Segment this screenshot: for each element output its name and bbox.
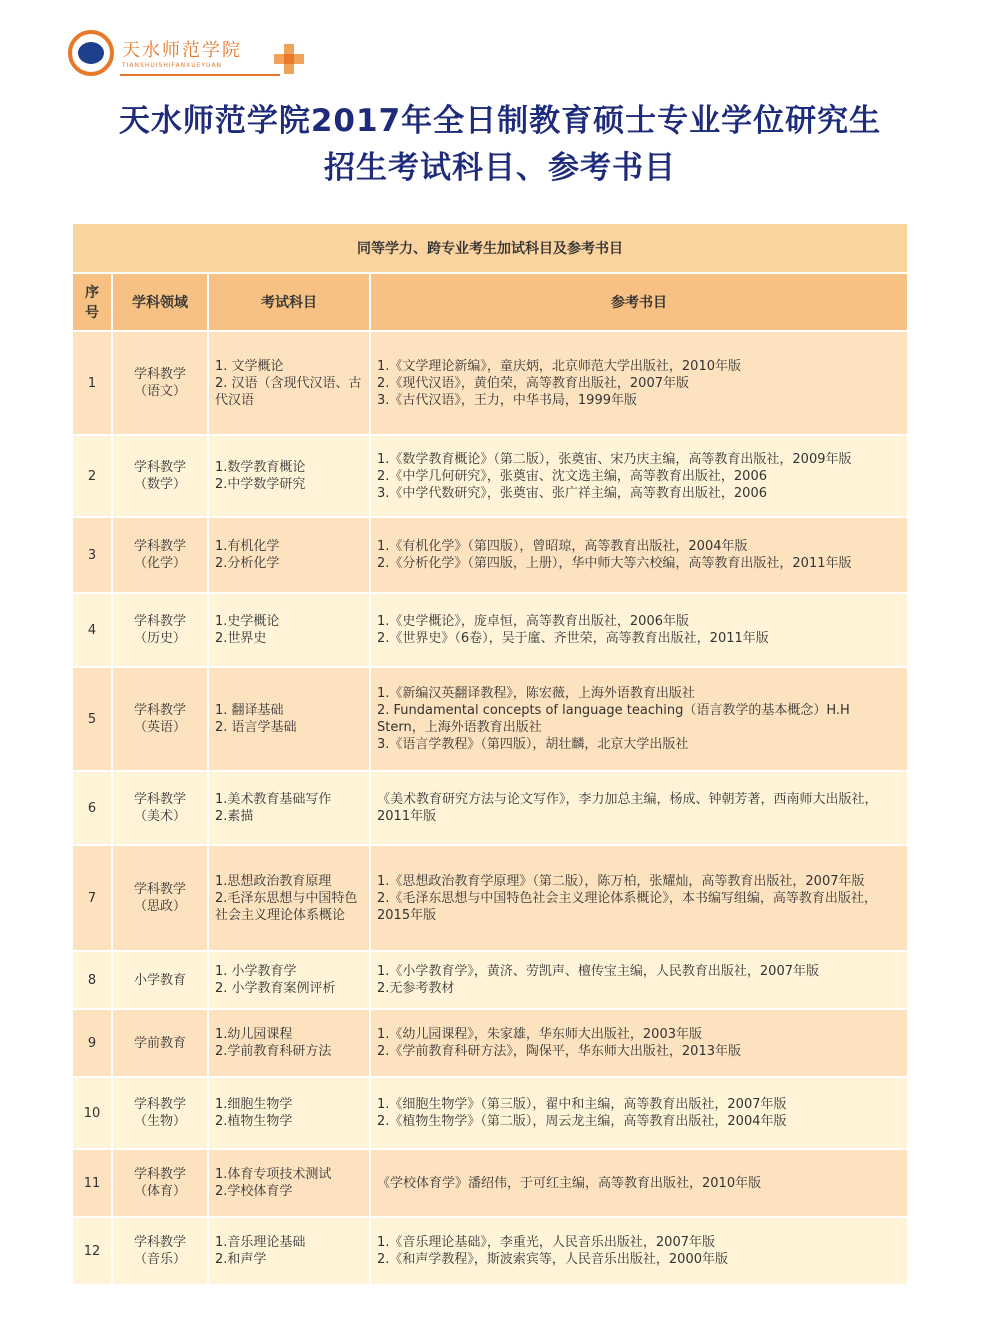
table-row (72, 771, 908, 845)
row-field: 学科教学 （音乐） (112, 1217, 208, 1285)
row-field: 学科教学 （数学） (112, 435, 208, 517)
title-line-2: 招生考试科目、参考书目 (324, 150, 676, 186)
table-row (72, 951, 908, 1009)
row-field: 小学教育 (112, 951, 208, 1009)
row-subjects: 1. 翻译基础 2. 语言学基础 (208, 667, 370, 771)
row-field: 学科教学 （美术） (112, 771, 208, 845)
table-row (72, 1077, 908, 1149)
row-number: 1 (72, 331, 112, 435)
school-logo (68, 28, 308, 82)
table-row (72, 435, 908, 517)
row-references: 《学校体育学》潘绍伟，于可红主编，高等教育出版社，2010年版 (370, 1149, 908, 1217)
row-subjects: 1. 小学教育学 2. 小学教育案例评析 (208, 951, 370, 1009)
row-field: 学科教学 （语文） (112, 331, 208, 435)
row-references: 1.《数学教育概论》（第二版），张奠宙、宋乃庆主编，高等教育出版社，2009年版 2.《中学几何研究》，张奠宙、沈文选主编，高等教育出版社，2006 3.《中学代数研究》，张奠宙、张广祥主编，高等教育出版社，2006 (370, 435, 908, 517)
table-row (72, 845, 908, 951)
row-field: 学科教学 （英语） (112, 667, 208, 771)
table-row (72, 331, 908, 435)
row-number: 5 (72, 667, 112, 771)
row-subjects: 1.幼儿园课程 2.学前教育科研方法 (208, 1009, 370, 1077)
row-field: 学科教学 （思政） (112, 845, 208, 951)
row-number: 11 (72, 1149, 112, 1217)
row-references: 1.《细胞生物学》（第三版），翟中和主编，高等教育出版社，2007年版 2.《植物生物学》（第二版），周云龙主编，高等教育出版社，2004年版 (370, 1077, 908, 1149)
page-title (0, 98, 1000, 192)
row-subjects: 1. 文学概论 2. 汉语（含现代汉语、古代汉语 (208, 331, 370, 435)
row-number: 4 (72, 593, 112, 667)
table-row (72, 667, 908, 771)
row-references: 1.《幼儿园课程》，朱家雄，华东师大出版社，2003年版 2.《学前教育科研方法》，陶保平，华东师大出版社，2013年版 (370, 1009, 908, 1077)
row-number: 8 (72, 951, 112, 1009)
row-subjects: 1.体育专项技术测试 2.学校体育学 (208, 1149, 370, 1217)
logo-name: 天水师范学院 (122, 40, 242, 61)
row-references: 1.《有机化学》（第四版），曾昭琼，高等教育出版社，2004年版 2.《分析化学》（第四版，上册），华中师大等六校编，高等教育出版社，2011年版 (370, 517, 908, 593)
logo-emblem-icon (68, 30, 114, 76)
table-row (72, 1009, 908, 1077)
table-row (72, 517, 908, 593)
row-subjects: 1.史学概论 2.世界史 (208, 593, 370, 667)
title-line-1: 天水师范学院2017年全日制教育硕士专业学位研究生 (118, 103, 882, 139)
row-references: 1.《小学教育学》，黄济、劳凯声、檀传宝主编，人民教育出版社，2007年版 2.无参考教材 (370, 951, 908, 1009)
table-row (72, 1149, 908, 1217)
row-subjects: 1.数学教育概论 2.中学数学研究 (208, 435, 370, 517)
row-references: 1.《音乐理论基础》，李重光，人民音乐出版社，2007年版 2.《和声学教程》，斯波索宾等，人民音乐出版社，2000年版 (370, 1217, 908, 1285)
row-number: 2 (72, 435, 112, 517)
row-subjects: 1.有机化学 2.分析化学 (208, 517, 370, 593)
table-row (72, 1217, 908, 1285)
row-field: 学科教学 （化学） (112, 517, 208, 593)
row-references: 1.《文学理论新编》，童庆炳，北京师范大学出版社，2010年版 2.《现代汉语》，黄伯荣，高等教育出版社，2007年版 3.《古代汉语》，王力，中华书局，1999年版 (370, 331, 908, 435)
row-number: 6 (72, 771, 112, 845)
row-field: 学科教学 （生物） (112, 1077, 208, 1149)
logo-underline (120, 74, 280, 76)
row-references: 1.《新编汉英翻译教程》，陈宏薇，上海外语教育出版社 2. Fundamental concepts of language teaching（语言教学的基本概念）H.H Stern，上海外语教育出版社 3.《语言学教程》（第四版），胡壮麟，北京大学出版社 (370, 667, 908, 771)
logo-squares-icon (274, 44, 304, 74)
row-number: 9 (72, 1009, 112, 1077)
row-field: 学前教育 (112, 1009, 208, 1077)
row-number: 7 (72, 845, 112, 951)
row-subjects: 1.美术教育基础写作 2.素描 (208, 771, 370, 845)
row-number: 12 (72, 1217, 112, 1285)
row-number: 3 (72, 517, 112, 593)
row-subjects: 1.思想政治教育原理 2.毛泽东思想与中国特色社会主义理论体系概论 (208, 845, 370, 951)
row-references: 1.《史学概论》，庞卓恒，高等教育出版社，2006年版 2.《世界史》（6卷），吴于廑、齐世荣，高等教育出版社，2011年版 (370, 593, 908, 667)
header-field: 学科领域 (112, 273, 208, 331)
row-field: 学科教学 （体育） (112, 1149, 208, 1217)
header-references: 参考书目 (370, 273, 908, 331)
row-subjects: 1.细胞生物学 2.植物生物学 (208, 1077, 370, 1149)
table-caption: 同等学力、跨专业考生加试科目及参考书目 (72, 223, 908, 273)
row-subjects: 1.音乐理论基础 2.和声学 (208, 1217, 370, 1285)
header-subjects: 考试科目 (208, 273, 370, 331)
row-number: 10 (72, 1077, 112, 1149)
exam-subjects-table (71, 222, 909, 1286)
row-references: 1.《思想政治教育学原理》（第二版），陈万柏，张耀灿，高等教育出版社，2007年版 2.《毛泽东思想与中国特色社会主义理论体系概论》，本书编写组编，高等教育出版社，2015年版 (370, 845, 908, 951)
header-number: 序号 (72, 273, 112, 331)
row-field: 学科教学 （历史） (112, 593, 208, 667)
row-references: 《美术教育研究方法与论文写作》，李力加总主编，杨成、钟朝芳著，西南师大出版社，2011年版 (370, 771, 908, 845)
table-row (72, 593, 908, 667)
logo-subtitle: TIANSHUISHIFANXUEYUAN (122, 62, 223, 69)
